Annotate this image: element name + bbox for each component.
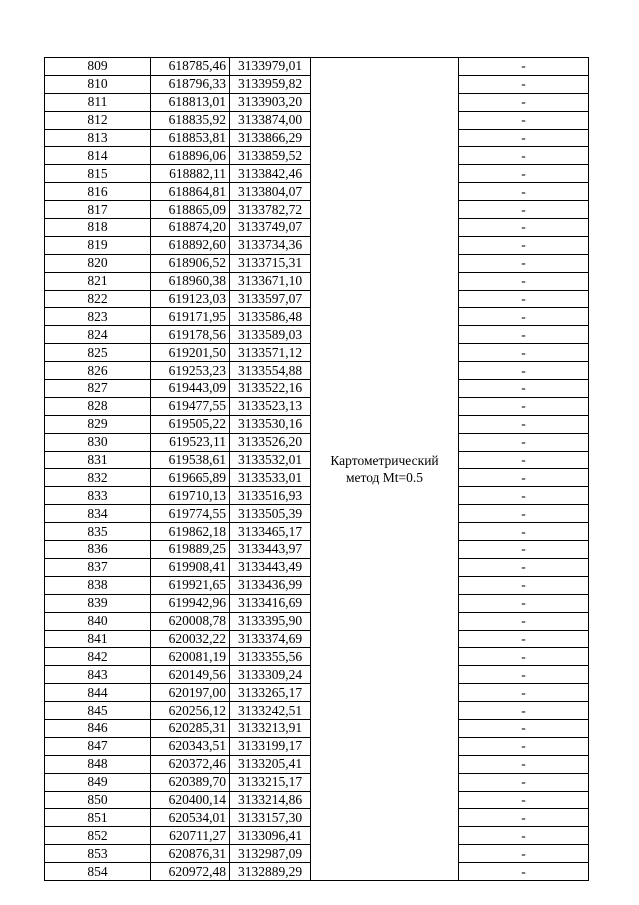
accuracy-cell: -: [459, 254, 589, 272]
coordinate-x-cell: 619889,25: [151, 541, 230, 559]
coordinate-x-cell: 619538,61: [151, 451, 230, 469]
accuracy-cell: -: [459, 58, 589, 76]
accuracy-cell: -: [459, 93, 589, 111]
coordinate-x-cell: 619921,65: [151, 576, 230, 594]
accuracy-cell: -: [459, 451, 589, 469]
point-number-cell: 836: [45, 541, 151, 559]
point-number-cell: 809: [45, 58, 151, 76]
accuracy-cell: -: [459, 469, 589, 487]
accuracy-cell: -: [459, 541, 589, 559]
point-number-cell: 841: [45, 630, 151, 648]
coordinate-y-cell: 3133533,01: [230, 469, 311, 487]
coordinate-y-cell: 3133242,51: [230, 702, 311, 720]
coordinate-x-cell: 619665,89: [151, 469, 230, 487]
coordinate-y-cell: 3133526,20: [230, 433, 311, 451]
point-number-cell: 819: [45, 236, 151, 254]
coordinate-y-cell: 3133715,31: [230, 254, 311, 272]
point-number-cell: 829: [45, 415, 151, 433]
coordinate-y-cell: 3133859,52: [230, 147, 311, 165]
coordinate-y-cell: 3133199,17: [230, 737, 311, 755]
point-number-cell: 820: [45, 254, 151, 272]
point-number-cell: 853: [45, 845, 151, 863]
point-number-cell: 818: [45, 219, 151, 237]
coordinate-x-cell: 618785,46: [151, 58, 230, 76]
coordinate-y-cell: 3133443,97: [230, 541, 311, 559]
coordinate-y-cell: 3133571,12: [230, 344, 311, 362]
coordinate-x-cell: 619942,96: [151, 594, 230, 612]
method-cell: [311, 58, 459, 881]
coordinate-x-cell: 618882,11: [151, 165, 230, 183]
coordinate-y-cell: 3133979,01: [230, 58, 311, 76]
accuracy-cell: -: [459, 75, 589, 93]
coordinates-table: [44, 57, 589, 881]
point-number-cell: 831: [45, 451, 151, 469]
coordinate-x-cell: 619523,11: [151, 433, 230, 451]
coordinate-y-cell: 3133532,01: [230, 451, 311, 469]
accuracy-cell: -: [459, 344, 589, 362]
coordinate-x-cell: 619774,55: [151, 505, 230, 523]
coordinate-y-cell: 3133465,17: [230, 523, 311, 541]
point-number-cell: 833: [45, 487, 151, 505]
accuracy-cell: -: [459, 129, 589, 147]
table-row: [45, 58, 589, 76]
accuracy-cell: -: [459, 773, 589, 791]
point-number-cell: 842: [45, 648, 151, 666]
coordinate-x-cell: 619443,09: [151, 380, 230, 398]
point-number-cell: 823: [45, 308, 151, 326]
accuracy-cell: -: [459, 415, 589, 433]
coordinate-y-cell: 3133505,39: [230, 505, 311, 523]
coordinate-y-cell: 3133804,07: [230, 183, 311, 201]
coordinate-y-cell: 3133959,82: [230, 75, 311, 93]
coordinate-x-cell: 618853,81: [151, 129, 230, 147]
accuracy-cell: -: [459, 487, 589, 505]
coordinate-x-cell: 620372,46: [151, 755, 230, 773]
accuracy-cell: -: [459, 737, 589, 755]
accuracy-cell: -: [459, 719, 589, 737]
point-number-cell: 816: [45, 183, 151, 201]
coordinate-x-cell: 618865,09: [151, 201, 230, 219]
accuracy-cell: -: [459, 558, 589, 576]
accuracy-cell: -: [459, 308, 589, 326]
coordinate-x-cell: 620008,78: [151, 612, 230, 630]
method-line-1: Картометрический: [330, 452, 439, 468]
coordinate-x-cell: 619862,18: [151, 523, 230, 541]
coordinate-y-cell: 3133586,48: [230, 308, 311, 326]
accuracy-cell: -: [459, 290, 589, 308]
method-text: [330, 452, 438, 486]
accuracy-cell: -: [459, 791, 589, 809]
coordinate-x-cell: 619178,56: [151, 326, 230, 344]
point-number-cell: 839: [45, 594, 151, 612]
coordinate-x-cell: 619171,95: [151, 308, 230, 326]
accuracy-cell: -: [459, 397, 589, 415]
accuracy-cell: -: [459, 111, 589, 129]
accuracy-cell: -: [459, 630, 589, 648]
point-number-cell: 852: [45, 827, 151, 845]
coordinate-y-cell: 3133597,07: [230, 290, 311, 308]
coordinate-y-cell: 3133523,13: [230, 397, 311, 415]
accuracy-cell: -: [459, 362, 589, 380]
coordinate-x-cell: 620876,31: [151, 845, 230, 863]
coordinate-x-cell: 618864,81: [151, 183, 230, 201]
coordinate-x-cell: 620711,27: [151, 827, 230, 845]
accuracy-cell: -: [459, 684, 589, 702]
coordinate-x-cell: 620389,70: [151, 773, 230, 791]
coordinate-x-cell: 620343,51: [151, 737, 230, 755]
coordinate-x-cell: 618906,52: [151, 254, 230, 272]
coordinate-y-cell: 3133214,86: [230, 791, 311, 809]
accuracy-cell: -: [459, 827, 589, 845]
coordinate-y-cell: 3133443,49: [230, 558, 311, 576]
coordinate-y-cell: 3133157,30: [230, 809, 311, 827]
coordinate-y-cell: 3133265,17: [230, 684, 311, 702]
coordinate-x-cell: 620149,56: [151, 666, 230, 684]
accuracy-cell: -: [459, 272, 589, 290]
coordinate-y-cell: 3133554,88: [230, 362, 311, 380]
point-number-cell: 827: [45, 380, 151, 398]
coordinate-y-cell: 3133866,29: [230, 129, 311, 147]
point-number-cell: 828: [45, 397, 151, 415]
accuracy-cell: -: [459, 755, 589, 773]
point-number-cell: 854: [45, 863, 151, 881]
coordinate-x-cell: 618813,01: [151, 93, 230, 111]
coordinate-y-cell: 3133589,03: [230, 326, 311, 344]
point-number-cell: 821: [45, 272, 151, 290]
coordinate-y-cell: 3133416,69: [230, 594, 311, 612]
coordinate-x-cell: 619201,50: [151, 344, 230, 362]
coordinate-x-cell: 618896,06: [151, 147, 230, 165]
accuracy-cell: -: [459, 183, 589, 201]
coordinate-y-cell: 3133215,17: [230, 773, 311, 791]
coordinate-y-cell: 3133516,93: [230, 487, 311, 505]
accuracy-cell: -: [459, 147, 589, 165]
point-number-cell: 834: [45, 505, 151, 523]
coordinate-y-cell: 3133436,99: [230, 576, 311, 594]
point-number-cell: 810: [45, 75, 151, 93]
coordinate-x-cell: 618874,20: [151, 219, 230, 237]
point-number-cell: 850: [45, 791, 151, 809]
point-number-cell: 817: [45, 201, 151, 219]
accuracy-cell: -: [459, 219, 589, 237]
accuracy-cell: -: [459, 666, 589, 684]
point-number-cell: 846: [45, 719, 151, 737]
point-number-cell: 814: [45, 147, 151, 165]
coordinate-x-cell: 620081,19: [151, 648, 230, 666]
point-number-cell: 847: [45, 737, 151, 755]
coordinate-x-cell: 620400,14: [151, 791, 230, 809]
accuracy-cell: -: [459, 505, 589, 523]
coordinate-x-cell: 620534,01: [151, 809, 230, 827]
coordinate-y-cell: 3133782,72: [230, 201, 311, 219]
coordinate-x-cell: 618796,33: [151, 75, 230, 93]
accuracy-cell: -: [459, 165, 589, 183]
point-number-cell: 825: [45, 344, 151, 362]
coordinate-x-cell: 618835,92: [151, 111, 230, 129]
point-number-cell: 840: [45, 612, 151, 630]
coordinate-y-cell: 3133749,07: [230, 219, 311, 237]
coordinate-x-cell: 619253,23: [151, 362, 230, 380]
coordinate-y-cell: 3132987,09: [230, 845, 311, 863]
coordinate-x-cell: 620032,22: [151, 630, 230, 648]
point-number-cell: 812: [45, 111, 151, 129]
coordinate-y-cell: 3133213,91: [230, 719, 311, 737]
coordinate-y-cell: 3133374,69: [230, 630, 311, 648]
point-number-cell: 848: [45, 755, 151, 773]
coordinate-y-cell: 3133309,24: [230, 666, 311, 684]
coordinate-x-cell: 618892,60: [151, 236, 230, 254]
point-number-cell: 843: [45, 666, 151, 684]
point-number-cell: 815: [45, 165, 151, 183]
accuracy-cell: -: [459, 576, 589, 594]
point-number-cell: 813: [45, 129, 151, 147]
accuracy-cell: -: [459, 809, 589, 827]
point-number-cell: 844: [45, 684, 151, 702]
coordinate-y-cell: 3133842,46: [230, 165, 311, 183]
accuracy-cell: -: [459, 236, 589, 254]
point-number-cell: 837: [45, 558, 151, 576]
accuracy-cell: -: [459, 380, 589, 398]
point-number-cell: 851: [45, 809, 151, 827]
coordinate-y-cell: 3133671,10: [230, 272, 311, 290]
accuracy-cell: -: [459, 702, 589, 720]
accuracy-cell: -: [459, 845, 589, 863]
coordinate-x-cell: 619710,13: [151, 487, 230, 505]
point-number-cell: 824: [45, 326, 151, 344]
point-number-cell: 832: [45, 469, 151, 487]
coordinates-table-body: [45, 58, 589, 881]
point-number-cell: 835: [45, 523, 151, 541]
method-line-2: метод Mt=0.5: [345, 469, 424, 485]
coordinate-y-cell: 3133395,90: [230, 612, 311, 630]
coordinate-x-cell: 619477,55: [151, 397, 230, 415]
coordinate-y-cell: 3133530,16: [230, 415, 311, 433]
accuracy-cell: -: [459, 612, 589, 630]
coordinate-x-cell: 619908,41: [151, 558, 230, 576]
accuracy-cell: -: [459, 523, 589, 541]
point-number-cell: 826: [45, 362, 151, 380]
coordinate-x-cell: 618960,38: [151, 272, 230, 290]
coordinate-y-cell: 3133522,16: [230, 380, 311, 398]
coordinate-y-cell: 3132889,29: [230, 863, 311, 881]
coordinate-y-cell: 3133903,20: [230, 93, 311, 111]
coordinate-y-cell: 3133355,56: [230, 648, 311, 666]
coordinate-x-cell: 619123,03: [151, 290, 230, 308]
accuracy-cell: -: [459, 863, 589, 881]
point-number-cell: 845: [45, 702, 151, 720]
point-number-cell: 849: [45, 773, 151, 791]
point-number-cell: 830: [45, 433, 151, 451]
coordinate-x-cell: 620197,00: [151, 684, 230, 702]
coordinate-x-cell: 619505,22: [151, 415, 230, 433]
coordinate-y-cell: 3133096,41: [230, 827, 311, 845]
coordinate-y-cell: 3133205,41: [230, 755, 311, 773]
coordinate-y-cell: 3133734,36: [230, 236, 311, 254]
accuracy-cell: -: [459, 326, 589, 344]
point-number-cell: 838: [45, 576, 151, 594]
point-number-cell: 822: [45, 290, 151, 308]
accuracy-cell: -: [459, 594, 589, 612]
accuracy-cell: -: [459, 648, 589, 666]
accuracy-cell: -: [459, 201, 589, 219]
coordinate-x-cell: 620285,31: [151, 719, 230, 737]
accuracy-cell: -: [459, 433, 589, 451]
coordinate-y-cell: 3133874,00: [230, 111, 311, 129]
coordinate-x-cell: 620972,48: [151, 863, 230, 881]
coordinate-x-cell: 620256,12: [151, 702, 230, 720]
point-number-cell: 811: [45, 93, 151, 111]
